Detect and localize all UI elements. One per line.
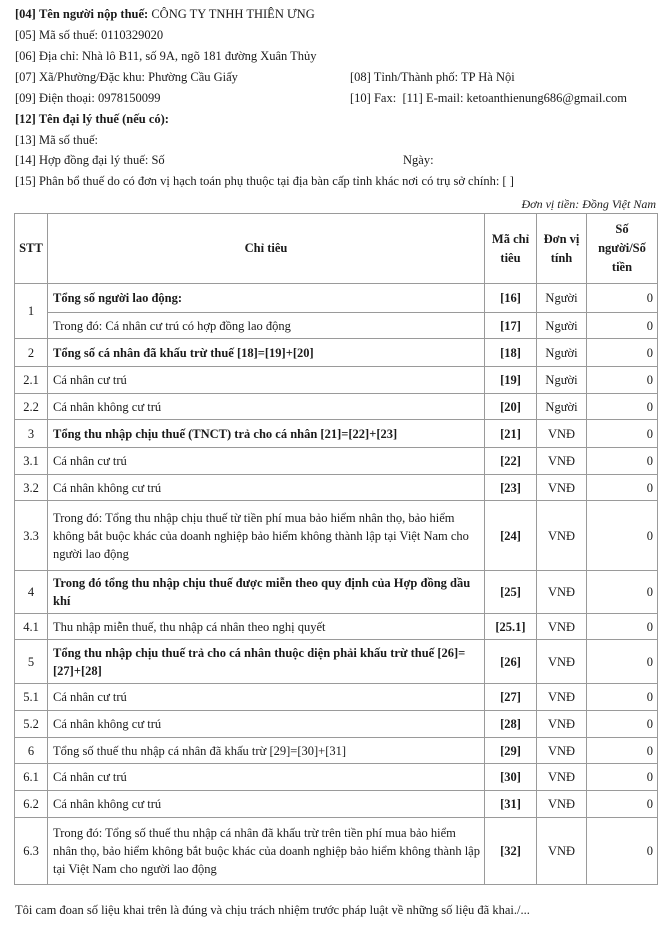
row-stt: 2.1	[15, 367, 48, 394]
row-indicator: Cá nhân cư trú	[48, 367, 485, 394]
row-indicator: Cá nhân không cư trú	[48, 394, 485, 420]
province-text: Tỉnh/Thành phố: TP Hà Nội	[373, 70, 515, 84]
row-indicator: Trong đó: Cá nhân cư trú có hợp đồng lao động	[48, 313, 485, 339]
taxpayer-value: CÔNG TY TNHH THIÊN ƯNG	[151, 7, 315, 21]
row-stt: 6.2	[15, 791, 48, 818]
table-body	[15, 284, 658, 885]
row-indicator: Trong đó: Tổng số thuế thu nhập cá nhân đã khấu trừ trên tiền phí mua bảo hiểm nhân thọ, bảo hiểm không bắt buộc khác của doanh nghiệp bảo hiểm không thành lập tại Việt Nam cho người lao động	[48, 818, 485, 885]
row-value: 0	[587, 791, 658, 818]
row-unit: Người	[537, 339, 587, 367]
row-indicator: Cá nhân không cư trú	[48, 475, 485, 501]
row-unit: VNĐ	[537, 420, 587, 448]
row-stt: 4.1	[15, 614, 48, 640]
row-stt: 3.1	[15, 448, 48, 475]
row-value: 0	[587, 367, 658, 394]
row-indicator: Cá nhân cư trú	[48, 684, 485, 711]
taxpayer-label: Tên người nộp thuế:	[38, 7, 149, 21]
row-code: [32]	[485, 818, 537, 885]
row-value: 0	[587, 818, 658, 885]
row-indicator: Cá nhân không cư trú	[48, 791, 485, 818]
row-stt: 2	[15, 339, 48, 367]
row-value: 0	[587, 640, 658, 684]
agent-taxid-line: [13] Mã số thuế:	[15, 133, 98, 147]
row-value: 0	[587, 614, 658, 640]
row-value: 0	[587, 711, 658, 738]
row-code: [24]	[485, 501, 537, 571]
row-stt: 4	[15, 571, 48, 614]
row-indicator: Tổng thu nhập chịu thuế trả cho cá nhân thuộc diện phải khấu trừ thuế [26]=[27]+[28]	[48, 640, 485, 684]
row-stt: 5	[15, 640, 48, 684]
row-value: 0	[587, 420, 658, 448]
row-value: 0	[587, 501, 658, 571]
header-value: Số người/Số tiền	[587, 214, 658, 284]
row-indicator: Tổng số thuế thu nhập cá nhân đã khấu trừ [29]=[30]+[31]	[48, 738, 485, 764]
header-code: Mã chỉ tiêu	[485, 214, 537, 284]
row-code: [31]	[485, 791, 537, 818]
row-code: [27]	[485, 684, 537, 711]
row-unit: VNĐ	[537, 571, 587, 614]
row-unit: VNĐ	[537, 448, 587, 475]
row-unit: Người	[537, 367, 587, 394]
row-value: 0	[587, 448, 658, 475]
tax-agent-line: [12] Tên đại lý thuế (nếu có):	[15, 112, 169, 126]
row-code: [21]	[485, 420, 537, 448]
row-stt: 6.3	[15, 818, 48, 885]
table-row	[15, 791, 658, 818]
row-indicator: Thu nhập miễn thuế, thu nhập cá nhân theo nghị quyết	[48, 614, 485, 640]
row-unit: VNĐ	[537, 818, 587, 885]
row-unit: Người	[537, 284, 587, 313]
row-code: [25]	[485, 571, 537, 614]
currency-unit-note: Đơn vị tiền: Đồng Việt Nam	[521, 197, 656, 211]
table-row	[15, 284, 658, 313]
email-text: E-mail: ketoanthienung686@gmail.com	[425, 91, 627, 105]
table-row	[15, 818, 658, 885]
row-indicator: Tổng thu nhập chịu thuế (TNCT) trả cho cá nhân [21]=[22]+[23]	[48, 420, 485, 448]
table-row	[15, 571, 658, 614]
taxpayer-taxid-line: [05] Mã số thuế: 0110329020	[15, 28, 164, 42]
row-value: 0	[587, 764, 658, 791]
email-code: [11]	[402, 91, 423, 105]
declaration-statement: Tôi cam đoan số liệu khai trên là đúng và chịu trách nhiệm trước pháp luật về những số liệu đã khai./...	[15, 903, 530, 917]
fax-text: Fax:	[373, 91, 397, 105]
row-value: 0	[587, 394, 658, 420]
row-code: [16]	[485, 284, 537, 313]
row-unit: VNĐ	[537, 791, 587, 818]
province-code: [08]	[350, 70, 371, 84]
row-stt: 5.2	[15, 711, 48, 738]
table-row	[15, 738, 658, 764]
row-unit: VNĐ	[537, 501, 587, 571]
row-value: 0	[587, 684, 658, 711]
row-code: [25.1]	[485, 614, 537, 640]
row-stt: 6	[15, 738, 48, 764]
agent-contract-line: [14] Hợp đồng đại lý thuế: Số	[15, 153, 165, 167]
row-unit: VNĐ	[537, 614, 587, 640]
row-code: [17]	[485, 313, 537, 339]
table-row	[15, 614, 658, 640]
fax-code: [10]	[350, 91, 371, 105]
row-value: 0	[587, 738, 658, 764]
row-indicator: Trong đó: Tổng thu nhập chịu thuế từ tiền phí mua bảo hiểm nhân thọ, bảo hiểm không bắt buộc khác của doanh nghiệp bảo hiểm không thành lập tại Việt Nam cho người lao động	[48, 501, 485, 571]
table-row	[15, 367, 658, 394]
indicator-table	[14, 213, 658, 885]
ward-line: [07] Xã/Phường/Đặc khu: Phường Cầu Giấy	[15, 70, 238, 84]
row-unit: VNĐ	[537, 738, 587, 764]
table-row	[15, 448, 658, 475]
taxpayer-address-line: [06] Địa chỉ: Nhà lô B11, số 9A, ngõ 181 đường Xuân Thủy	[15, 49, 317, 63]
agent-date-label: Ngày:	[403, 153, 434, 167]
row-indicator: Trong đó tổng thu nhập chịu thuế được miễn theo quy định của Hợp đồng dầu khí	[48, 571, 485, 614]
row-stt: 3	[15, 420, 48, 448]
row-value: 0	[587, 475, 658, 501]
row-unit: VNĐ	[537, 711, 587, 738]
row-unit: VNĐ	[537, 640, 587, 684]
table-row	[15, 501, 658, 571]
row-value: 0	[587, 571, 658, 614]
row-stt: 1	[15, 284, 48, 339]
row-value: 0	[587, 284, 658, 313]
table-row	[15, 764, 658, 791]
row-unit: Người	[537, 394, 587, 420]
province-line	[350, 69, 515, 85]
row-code: [19]	[485, 367, 537, 394]
row-code: [29]	[485, 738, 537, 764]
header-unit: Đơn vị tính	[537, 214, 587, 284]
row-indicator: Tổng số người lao động:	[48, 284, 485, 313]
table-header-row	[15, 214, 658, 284]
allocation-code: [15]	[15, 174, 36, 188]
row-stt: 3.3	[15, 501, 48, 571]
row-code: [22]	[485, 448, 537, 475]
row-unit: Người	[537, 313, 587, 339]
phone-line: [09] Điện thoại: 0978150099	[15, 91, 161, 105]
taxpayer-name-line	[15, 6, 315, 22]
table-row	[15, 420, 658, 448]
row-code: [30]	[485, 764, 537, 791]
row-code: [23]	[485, 475, 537, 501]
row-unit: VNĐ	[537, 764, 587, 791]
header-stt: STT	[15, 214, 48, 284]
row-indicator: Tổng số cá nhân đã khấu trừ thuế [18]=[19]+[20]	[48, 339, 485, 367]
header-indicator: Chỉ tiêu	[48, 214, 485, 284]
row-unit: VNĐ	[537, 475, 587, 501]
taxpayer-code: [04]	[15, 7, 36, 21]
row-stt: 6.1	[15, 764, 48, 791]
row-code: [20]	[485, 394, 537, 420]
row-indicator: Cá nhân cư trú	[48, 448, 485, 475]
table-row	[15, 711, 658, 738]
row-value: 0	[587, 339, 658, 367]
row-code: [18]	[485, 339, 537, 367]
row-stt: 2.2	[15, 394, 48, 420]
row-code: [26]	[485, 640, 537, 684]
row-unit: VNĐ	[537, 684, 587, 711]
table-row	[15, 684, 658, 711]
row-indicator: Cá nhân cư trú	[48, 764, 485, 791]
table-row	[15, 313, 658, 339]
table-row	[15, 640, 658, 684]
row-stt: 3.2	[15, 475, 48, 501]
row-indicator: Cá nhân không cư trú	[48, 711, 485, 738]
table-row	[15, 339, 658, 367]
table-row	[15, 394, 658, 420]
row-stt: 5.1	[15, 684, 48, 711]
fax-email-line	[350, 90, 627, 106]
allocation-text: Phân bổ thuế do có đơn vị hạch toán phụ thuộc tại địa bàn cấp tỉnh khác nơi có trụ sở chính: [ ]	[38, 174, 514, 188]
row-code: [28]	[485, 711, 537, 738]
table-row	[15, 475, 658, 501]
allocation-line	[15, 173, 514, 189]
row-value: 0	[587, 313, 658, 339]
